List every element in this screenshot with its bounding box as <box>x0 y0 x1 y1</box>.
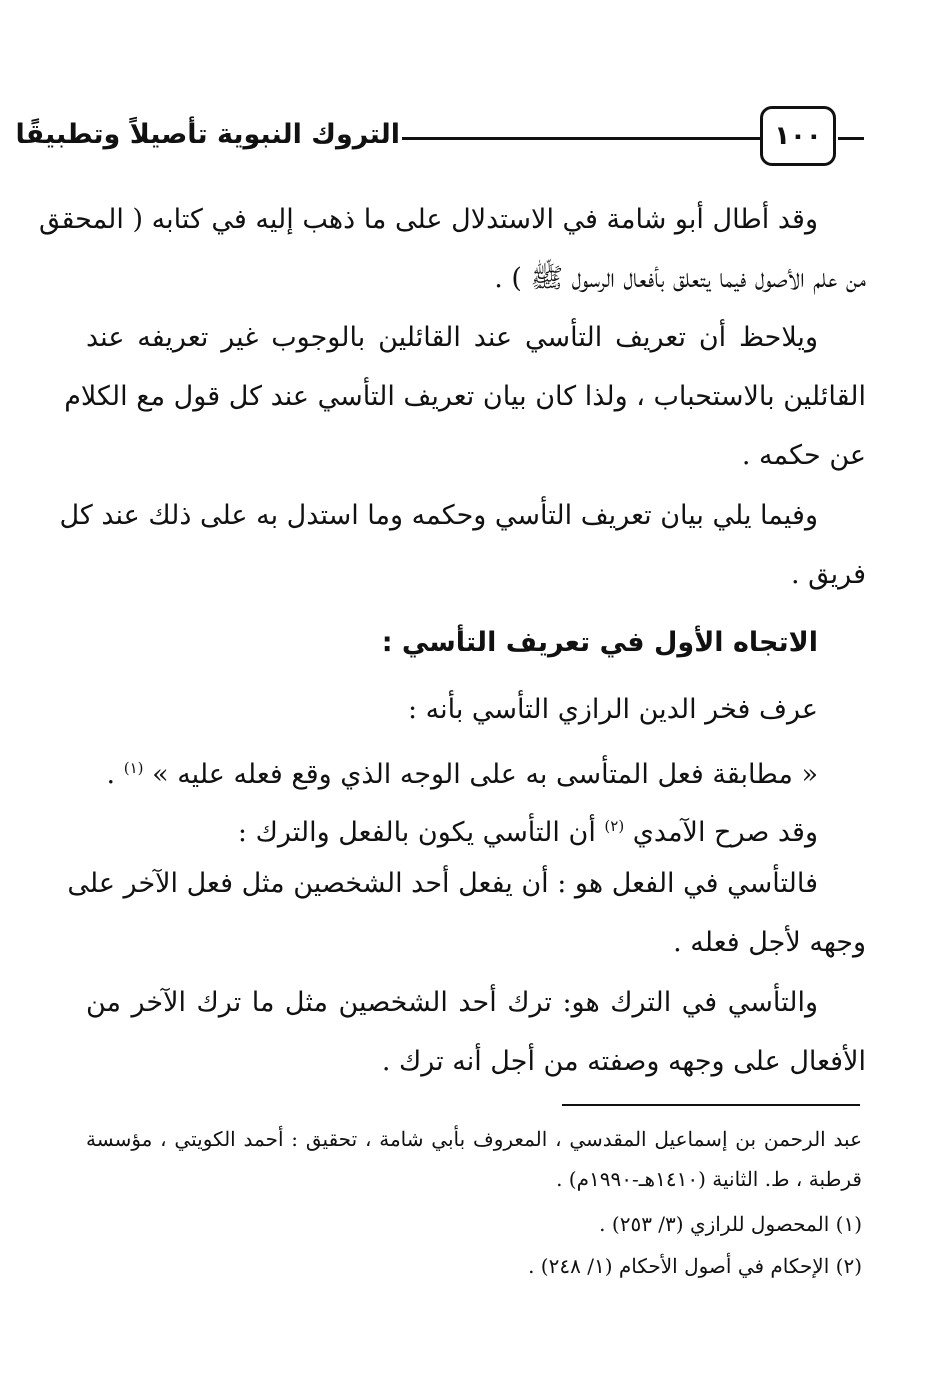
footnote-line: عبد الرحمن بن إسماعيل المقدسي ، المعروف بأبي شامة ، تحقيق : أحمد الكويتي ، مؤسسة <box>86 1127 862 1151</box>
text-line <box>86 796 866 856</box>
text-line: فريق . <box>790 559 866 590</box>
text-line: وجهه لأجل فعله . <box>673 927 866 958</box>
footnote-separator <box>562 1104 860 1106</box>
text-span: وقد صرح الآمدي <box>624 817 818 848</box>
footnote-ref: (٢) <box>604 817 625 835</box>
text-span: وفيما يلي بيان تعريف التأسي وحكمه وما استدل به على ذلك عند كل <box>59 500 818 531</box>
section-heading: الاتجاه الأول في تعريف التأسي : <box>381 627 818 658</box>
running-title: التروك النبوية تأصيلاً وتطبيقًا <box>15 119 400 150</box>
page-number-box <box>760 106 836 166</box>
footnote-ref: (١) <box>123 759 144 777</box>
header-rule-left <box>402 137 760 140</box>
text-line <box>86 308 866 368</box>
footnote-2: (٢) الإحكام في أصول الأحكام (١/ ٢٤٨) . <box>528 1254 862 1278</box>
text-span: والتأسي في الترك هو: ترك أحد الشخصين مثل ما ترك الآخر من <box>86 987 818 1018</box>
text-line: الأفعال على وجهه وصفته من أجل أنه ترك . <box>381 1046 866 1077</box>
quote-line <box>86 738 866 798</box>
text-line: من علم الأصول فيما يتعلق بأفعال الرسول ﷺ ) . <box>494 263 866 294</box>
text-span: أن التأسي يكون بالفعل والترك : <box>237 817 605 848</box>
text-line <box>67 854 866 914</box>
page-number: ١٠٠ <box>774 121 822 151</box>
footnote-1: (١) المحصول للرازي (٣/ ٢٥٣) . <box>599 1212 862 1236</box>
text-line: عن حكمه . <box>741 440 866 471</box>
text-line <box>86 973 866 1033</box>
text-span: . <box>106 759 124 790</box>
text-line: القائلين بالاستحباب ، ولذا كان بيان تعريف التأسي عند كل قول مع الكلام <box>64 381 866 412</box>
text-line: عرف فخر الدين الرازي التأسي بأنه : <box>407 694 818 725</box>
text-span: ويلاحظ أن تعريف التأسي عند القائلين بالوجوب غير تعريفه عند <box>86 322 818 353</box>
quote-text: « مطابقة فعل المتأسى به على الوجه الذي وقع فعله عليه » <box>152 759 818 790</box>
text-span: وقد أطال أبو شامة في الاستدلال على ما ذهب إليه في كتابه ( المحقق <box>38 204 818 235</box>
footnote-line: قرطبة ، ط. الثانية (١٤١٠هـ-١٩٩٠م) . <box>556 1167 862 1191</box>
text-span: فالتأسي في الفعل هو : أن يفعل أحد الشخصين مثل فعل الآخر على <box>67 868 818 899</box>
text-line <box>59 486 866 546</box>
text-line <box>38 190 866 250</box>
header-rule-right <box>838 137 864 140</box>
